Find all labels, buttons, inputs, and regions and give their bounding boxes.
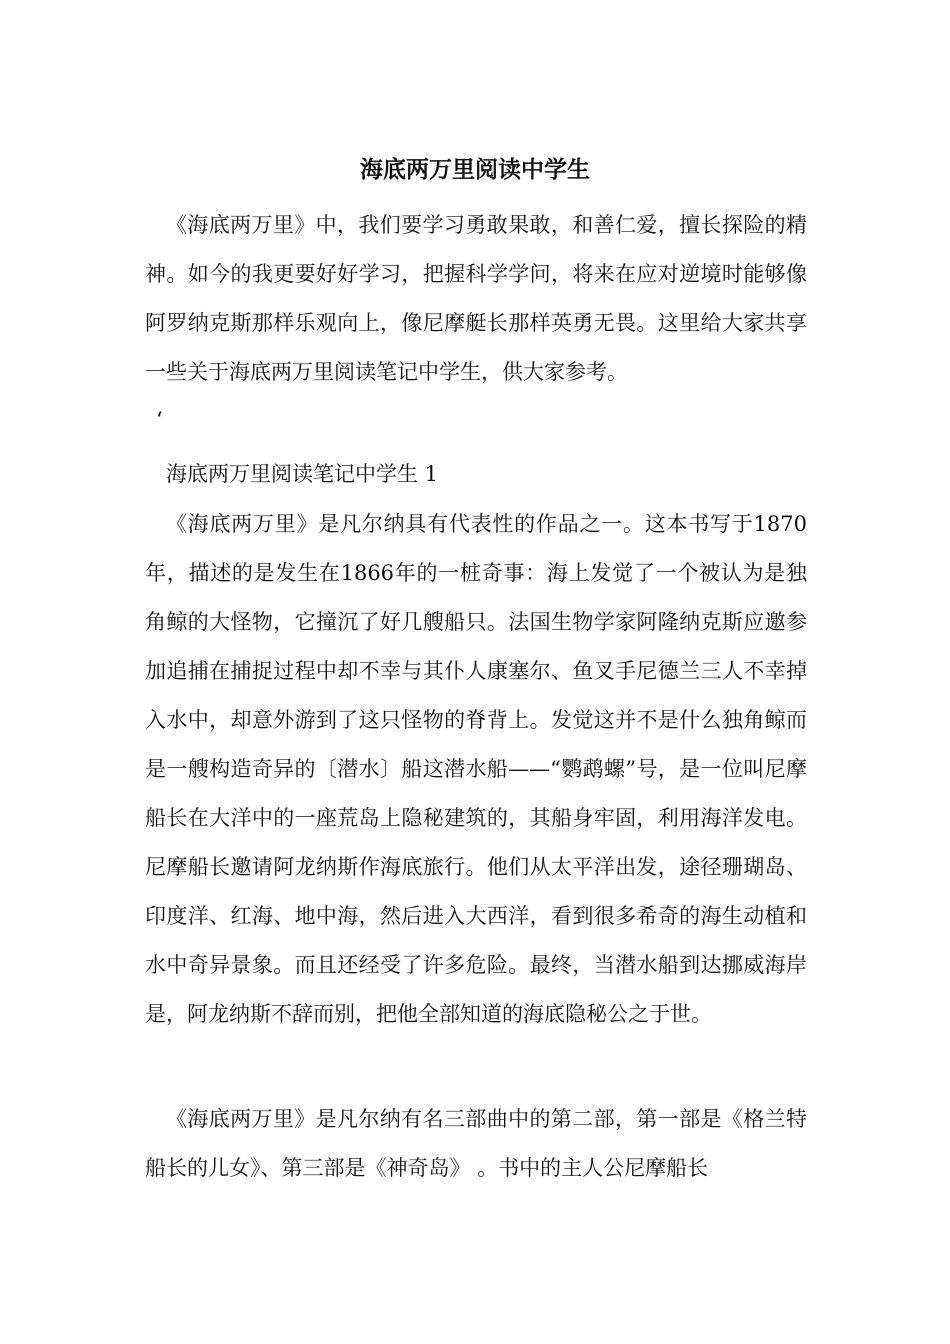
stray-quote-mark: ‘: [156, 408, 163, 432]
body-paragraph-2: 《海底两万里》是凡尔纳有名三部曲中的第二部，第一部是《格兰特船长的儿女》、第三部是《神奇岛》 。书中的主人公尼摩船长: [145, 1107, 807, 1180]
document-title: 海底两万里阅读中学生: [360, 156, 590, 183]
intro-paragraph: 《海底两万里》中，我们要学习勇敢果敢，和善仁爱，擅长探险的精神。如今的我更要好好学习，把握科学学问，将来在应对逆境时能够像阿罗纳克斯那样乐观向上，像尼摩艇长那样英勇无畏。这里给大家共享一些关于海底两万里阅读笔记中学生，供大家参考。: [145, 213, 807, 384]
section-heading: 海底两万里阅读笔记中学生 1: [166, 462, 439, 486]
body-paragraph-1: 《海底两万里》是凡尔纳具有代表性的作品之一。这本书写于1870年，描述的是发生在1866年的一桩奇事：海上发觉了一个被认为是独角鲸的大怪物，它撞沉了好几艘船只。法国生物学家阿隆纳克斯应邀参加追捕在捕捉过程中却不幸与其仆人康塞尔、鱼叉手尼德兰三人不幸掉入水中，却意外游到了这只怪物的脊背上。发觉这并不是什么独角鲸而是一艘构造奇异的〔潜水〕船这潜水船——“鹦鹉螺”号，是一位叫尼摩船长在大洋中的一座荒岛上隐秘建筑的，其船身牢固，利用海洋发电。尼摩船长邀请阿龙纳斯作海底旅行。他们从太平洋出发，途径珊瑚岛、印度洋、红海、地中海，然后进入大西洋，看到很多希奇的海生动植和水中奇异景象。而且还经受了许多危险。最终，当潜水船到达挪威海岸是，阿龙纳斯不辞而别，把他全部知道的海底隐秘公之于世。: [145, 512, 807, 1026]
